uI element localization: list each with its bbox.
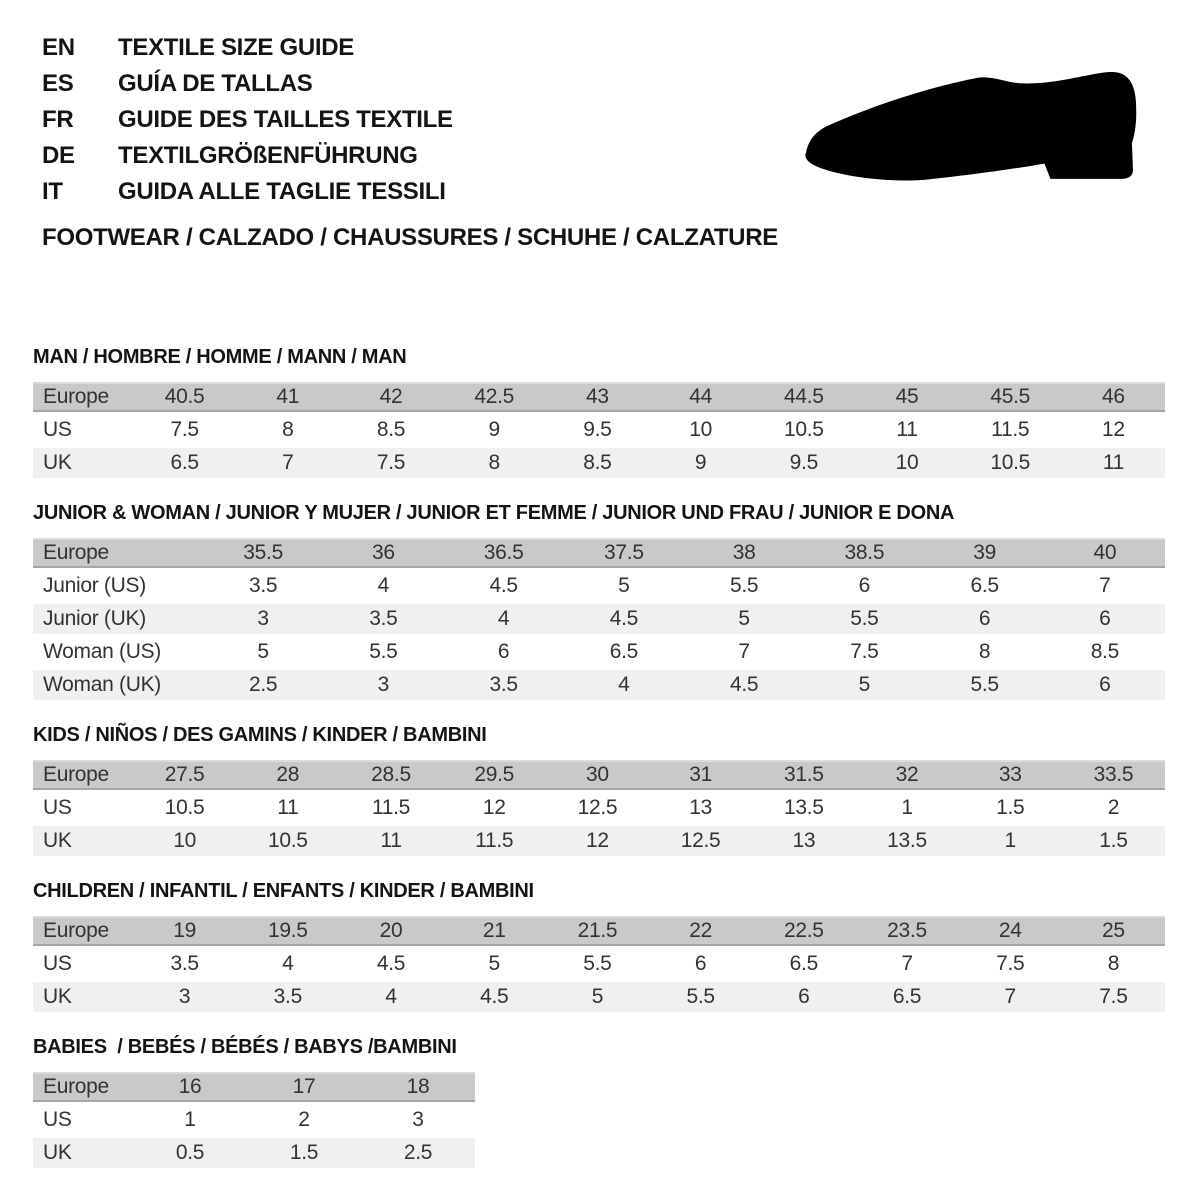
size-tables	[33, 344, 1165, 1171]
size-value: 4.5	[609, 607, 639, 630]
table-row	[33, 670, 1165, 700]
size-value: 4.5	[729, 673, 759, 696]
size-value: 2	[1107, 796, 1120, 819]
shoe-silhouette-icon	[803, 70, 1140, 188]
table-header-row	[33, 760, 1165, 790]
size-value: 42.5	[474, 385, 515, 408]
language-code: IT	[42, 178, 63, 205]
size-value: 12	[482, 796, 506, 819]
language-code: ES	[42, 70, 74, 97]
table-header-row	[33, 382, 1165, 412]
section-title: BABIES / BEBÉS / BÉBÉS / BABYS /BAMBINI	[33, 1036, 457, 1058]
size-value: 7	[901, 952, 913, 975]
size-value: 7.5	[850, 640, 879, 663]
size-value: 5.5	[583, 952, 612, 975]
size-value: 22	[689, 919, 712, 942]
size-value: 19.5	[267, 919, 308, 942]
size-value: 33	[998, 763, 1022, 786]
size-value: 33.5	[1093, 763, 1134, 786]
table-row	[33, 604, 1165, 634]
size-value: 31.5	[783, 763, 824, 786]
size-value: 6.5	[970, 574, 999, 597]
size-value: 28.5	[371, 763, 411, 786]
language-title-row	[42, 30, 453, 66]
size-value: 13	[689, 796, 712, 819]
size-value: 17	[292, 1075, 316, 1098]
size-table	[33, 916, 1165, 1012]
size-value: 1	[1004, 829, 1016, 852]
guide-title: TEXTILE SIZE GUIDE	[118, 34, 354, 61]
row-label: US	[43, 796, 72, 819]
size-table	[33, 760, 1165, 856]
row-label: UK	[43, 985, 72, 1008]
size-value: 27.5	[164, 763, 205, 786]
table-row	[33, 637, 1165, 667]
size-value: 5	[738, 607, 750, 630]
size-value: 12.5	[577, 796, 618, 819]
size-value: 4	[497, 607, 510, 630]
size-table-section	[33, 500, 1165, 700]
size-value: 4	[282, 952, 294, 975]
size-value: 7.5	[996, 952, 1025, 975]
table-row	[33, 415, 1165, 445]
size-value: 5	[488, 952, 500, 975]
language-title-row	[42, 102, 453, 138]
size-value: 5.5	[686, 985, 715, 1008]
language-title-row	[42, 174, 453, 210]
size-value: 7	[738, 640, 750, 663]
table-header-row	[33, 916, 1165, 946]
size-value: 7	[1099, 574, 1111, 597]
row-label: Junior (US)	[43, 574, 146, 597]
size-value: 11	[1102, 451, 1125, 474]
table-row	[33, 1105, 475, 1135]
row-label: Europe	[43, 541, 109, 564]
size-value: 3.5	[170, 952, 199, 975]
size-value: 6.5	[789, 952, 818, 975]
size-value: 5	[257, 640, 269, 663]
size-value: 2.5	[403, 1141, 433, 1164]
size-value: 43	[586, 385, 609, 408]
size-value: 18	[406, 1075, 430, 1098]
size-value: 11	[896, 418, 918, 441]
size-value: 6	[978, 607, 991, 630]
size-value: 4.5	[480, 985, 509, 1008]
language-title-row	[42, 138, 453, 174]
language-code: DE	[42, 142, 75, 169]
size-value: 3	[257, 607, 269, 630]
size-table	[33, 1072, 475, 1168]
size-value: 1.5	[1099, 829, 1128, 852]
size-value: 3	[377, 673, 390, 696]
size-value: 11	[277, 796, 299, 819]
table-row	[33, 571, 1165, 601]
size-value: 8.5	[1090, 640, 1120, 663]
size-value: 10	[895, 451, 919, 474]
size-value: 7.5	[1099, 985, 1128, 1008]
row-label: US	[43, 418, 72, 441]
row-label: Woman (US)	[43, 640, 161, 663]
size-value: 1.5	[289, 1141, 319, 1164]
size-value: 7.5	[376, 451, 406, 474]
size-value: 3	[178, 985, 191, 1008]
size-value: 1	[184, 1108, 196, 1131]
size-value: 4	[618, 673, 630, 696]
guide-title: TEXTILGRÖßENFÜHRUNG	[118, 142, 418, 169]
size-value: 0.5	[175, 1141, 205, 1164]
size-value: 8	[488, 451, 500, 474]
language-code: EN	[42, 34, 75, 61]
size-value: 9.5	[583, 418, 612, 441]
size-value: 9	[488, 418, 500, 441]
size-value: 1	[901, 796, 913, 819]
size-value: 6	[1099, 607, 1111, 630]
size-value: 8.5	[583, 451, 612, 474]
size-value: 3	[412, 1108, 424, 1131]
size-value: 5	[618, 574, 630, 597]
table-row	[33, 949, 1165, 979]
size-value: 5.5	[850, 607, 879, 630]
size-value: 13.5	[783, 796, 824, 819]
size-value: 3.5	[369, 607, 398, 630]
table-row	[33, 982, 1165, 1012]
language-title-row	[42, 66, 453, 102]
section-title: JUNIOR & WOMAN / JUNIOR Y MUJER / JUNIOR ET FEMME / JUNIOR UND FRAU / JUNIOR E DONA	[33, 502, 955, 524]
size-value: 7.5	[170, 418, 199, 441]
guide-title: GUÍA DE TALLAS	[118, 70, 313, 97]
row-label: Junior (UK)	[43, 607, 146, 630]
section-title: KIDS / NIÑOS / DES GAMINS / KINDER / BAMBINI	[33, 724, 487, 746]
size-value: 6.5	[892, 985, 922, 1008]
size-value: 44	[689, 385, 712, 408]
row-label: UK	[43, 829, 72, 852]
size-value: 23.5	[887, 919, 927, 942]
size-value: 7	[1004, 985, 1016, 1008]
size-value: 42	[379, 385, 403, 408]
size-value: 3.5	[273, 985, 302, 1008]
row-label: Europe	[43, 1075, 109, 1098]
size-value: 21.5	[577, 919, 618, 942]
table-row	[33, 793, 1165, 823]
size-value: 46	[1102, 385, 1125, 408]
size-value: 3.5	[489, 673, 518, 696]
table-row	[33, 1138, 475, 1168]
size-value: 5	[858, 673, 871, 696]
size-value: 1.5	[996, 796, 1025, 819]
size-value: 41	[276, 385, 300, 408]
guide-title: GUIDE DES TAILLES TEXTILE	[118, 106, 453, 133]
size-value: 24	[998, 919, 1022, 942]
size-value: 6	[798, 985, 810, 1008]
size-value: 3.5	[248, 574, 278, 597]
row-label: UK	[43, 1141, 72, 1164]
table-row	[33, 826, 1165, 856]
row-label: Europe	[43, 763, 109, 786]
size-value: 10.5	[267, 829, 308, 852]
row-label: Woman (UK)	[43, 673, 161, 696]
size-value: 8.5	[376, 418, 406, 441]
size-value: 29.5	[474, 763, 515, 786]
row-label: UK	[43, 451, 72, 474]
size-value: 16	[178, 1075, 202, 1098]
size-value: 12	[586, 829, 609, 852]
size-table-section	[33, 722, 1165, 856]
size-value: 9.5	[789, 451, 818, 474]
size-value: 36	[371, 541, 395, 564]
size-value: 5.5	[729, 574, 759, 597]
size-value: 6	[858, 574, 871, 597]
size-table-section	[33, 1034, 1165, 1168]
size-value: 39	[973, 541, 996, 564]
table-row	[33, 448, 1165, 478]
size-value: 4.5	[489, 574, 518, 597]
table-header-row	[33, 1072, 475, 1102]
row-label: Europe	[43, 385, 109, 408]
size-value: 4.5	[376, 952, 406, 975]
size-value: 11.5	[991, 418, 1030, 441]
size-value: 4	[385, 985, 397, 1008]
size-value: 6.5	[170, 451, 199, 474]
row-label: US	[43, 1108, 72, 1131]
section-title: CHILDREN / INFANTIL / ENFANTS / KINDER / BAMBINI	[33, 880, 534, 902]
size-value: 31	[689, 763, 712, 786]
size-value: 13.5	[887, 829, 927, 852]
size-table	[33, 382, 1165, 478]
category-heading: FOOTWEAR / CALZADO / CHAUSSURES / SCHUHE / CALZATURE	[42, 224, 778, 251]
language-code: FR	[42, 106, 74, 133]
size-value: 37.5	[604, 541, 644, 564]
size-value: 7	[282, 451, 294, 474]
size-value: 10	[689, 418, 712, 441]
size-value: 20	[379, 919, 403, 942]
size-table-section	[33, 878, 1165, 1012]
size-value: 10.5	[990, 451, 1031, 474]
size-value: 13	[792, 829, 816, 852]
size-value: 10.5	[783, 418, 824, 441]
size-value: 40.5	[164, 385, 205, 408]
size-value: 30	[586, 763, 609, 786]
size-value: 19	[173, 919, 196, 942]
size-value: 8	[282, 418, 294, 441]
table-header-row	[33, 538, 1165, 568]
size-value: 11.5	[371, 796, 411, 819]
size-value: 45.5	[990, 385, 1031, 408]
section-title: MAN / HOMBRE / HOMME / MANN / MAN	[33, 346, 407, 368]
size-value: 8	[1107, 952, 1120, 975]
size-table	[33, 538, 1165, 700]
size-value: 28	[276, 763, 300, 786]
size-value: 5.5	[369, 640, 398, 663]
size-value: 8	[978, 640, 991, 663]
size-value: 6	[694, 952, 707, 975]
size-value: 21	[482, 919, 506, 942]
size-value: 10.5	[164, 796, 205, 819]
size-value: 11.5	[475, 829, 514, 852]
size-value: 38	[732, 541, 756, 564]
size-value: 44.5	[783, 385, 824, 408]
size-value: 9	[694, 451, 707, 474]
size-value: 25	[1102, 919, 1125, 942]
size-value: 45	[895, 385, 919, 408]
size-value: 6	[1099, 673, 1111, 696]
size-table-section	[33, 344, 1165, 478]
size-value: 11	[380, 829, 402, 852]
size-value: 2.5	[248, 673, 278, 696]
size-value: 2	[298, 1108, 310, 1131]
size-value: 36.5	[483, 541, 524, 564]
size-value: 22.5	[783, 919, 824, 942]
size-value: 5.5	[970, 673, 999, 696]
size-value: 6.5	[609, 640, 639, 663]
row-label: US	[43, 952, 72, 975]
size-value: 38.5	[844, 541, 885, 564]
size-value: 4	[377, 574, 390, 597]
guide-title: GUIDA ALLE TAGLIE TESSILI	[118, 178, 446, 205]
size-value: 6	[497, 640, 510, 663]
size-value: 40	[1093, 541, 1117, 564]
row-label: Europe	[43, 919, 109, 942]
language-title-list	[42, 30, 453, 210]
size-value: 5	[591, 985, 604, 1008]
size-value: 35.5	[243, 541, 283, 564]
size-value: 12.5	[680, 829, 721, 852]
size-value: 32	[895, 763, 919, 786]
size-value: 10	[173, 829, 196, 852]
size-value: 12	[1102, 418, 1125, 441]
